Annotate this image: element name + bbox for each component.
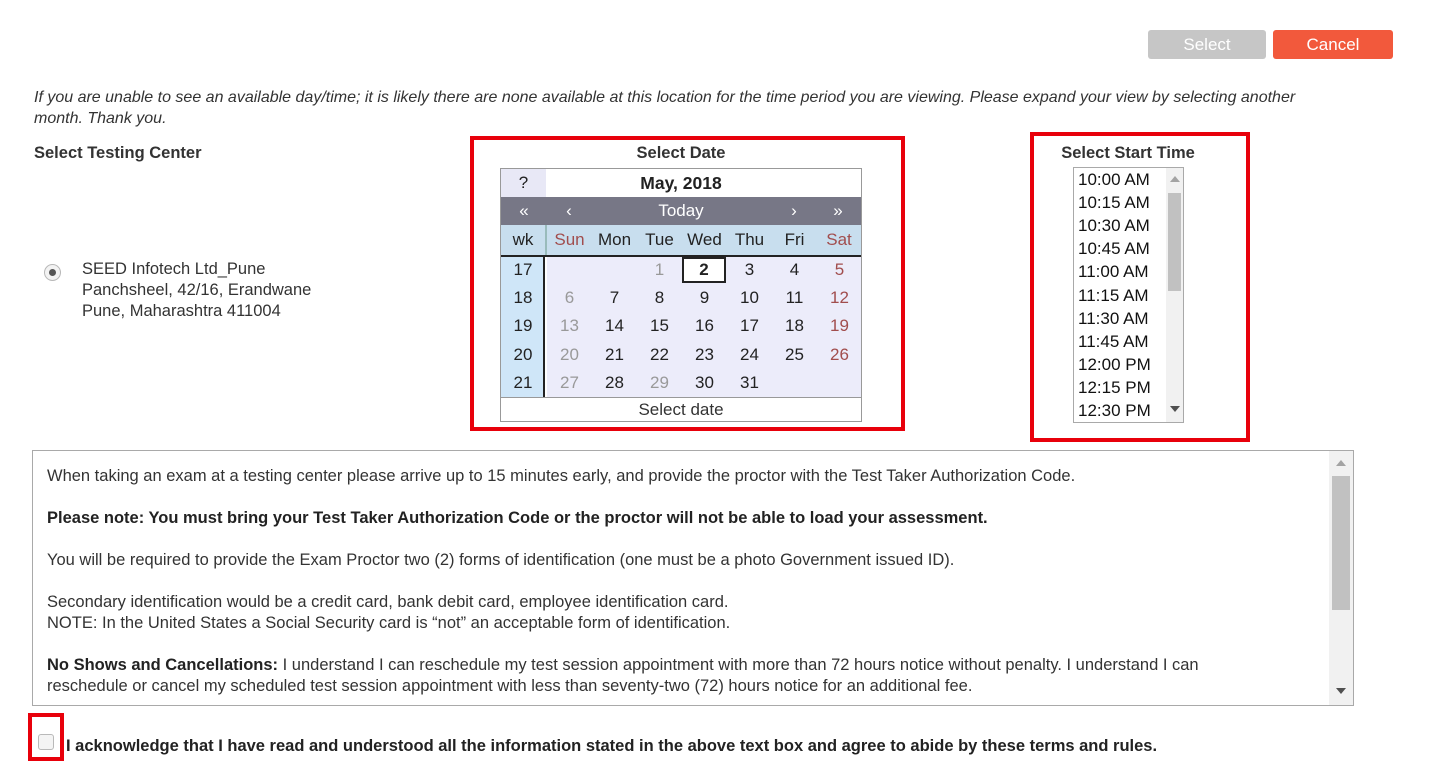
prev-month-button[interactable]: ‹ xyxy=(566,201,572,220)
select-start-time-heading: Select Start Time xyxy=(1061,144,1195,162)
calendar-day[interactable]: 11 xyxy=(785,288,804,308)
time-option[interactable]: 11:15 AM xyxy=(1078,285,1149,305)
time-option[interactable]: 12:30 PM xyxy=(1078,401,1151,420)
calendar-day[interactable]: 12 xyxy=(830,288,849,308)
calendar-status: Select date xyxy=(501,397,861,422)
terms-paragraph-secondary-id: Secondary identification would be a credit card, bank debit card, employee identification card. xyxy=(47,593,729,611)
calendar-day[interactable]: 13 xyxy=(560,316,579,336)
testing-center-heading: Select Testing Center xyxy=(34,144,202,162)
time-option[interactable]: 10:15 AM xyxy=(1078,193,1150,213)
calendar-day[interactable]: 7 xyxy=(609,288,620,308)
calendar-day[interactable]: 17 xyxy=(740,316,759,336)
day-header-fri: Fri xyxy=(784,230,805,249)
calendar-day[interactable]: 18 xyxy=(785,316,804,336)
calendar-day[interactable]: 29 xyxy=(650,372,669,392)
calendar-day[interactable]: 8 xyxy=(654,288,665,308)
calendar-day[interactable]: 26 xyxy=(830,344,849,364)
calendar-day[interactable]: 4 xyxy=(789,260,800,279)
calendar-day[interactable]: 6 xyxy=(564,288,575,308)
calendar-day[interactable]: 27 xyxy=(560,372,579,392)
terms-paragraph-ssn-note: NOTE: In the United States a Social Security card is “not” an acceptable form of identification. xyxy=(47,614,731,632)
calendar-day-selected[interactable]: 2 xyxy=(682,257,726,283)
time-option[interactable]: 12:00 PM xyxy=(1078,354,1151,374)
calendar-day[interactable]: 23 xyxy=(695,344,714,364)
calendar-day[interactable]: 5 xyxy=(834,260,845,279)
week-number: 18 xyxy=(513,288,533,308)
time-option[interactable]: 12:15 PM xyxy=(1078,377,1151,397)
calendar-month-title: May, 2018 xyxy=(640,173,722,193)
calendar-day[interactable]: 15 xyxy=(650,316,669,336)
time-scrollbar-thumb[interactable] xyxy=(1168,193,1181,291)
time-option[interactable]: 11:45 AM xyxy=(1078,331,1149,351)
calendar-day[interactable]: 1 xyxy=(654,260,665,279)
calendar-day[interactable]: 31 xyxy=(740,372,759,392)
day-header-thu: Thu xyxy=(734,230,765,249)
week-number: 20 xyxy=(513,344,533,364)
calendar-day[interactable]: 19 xyxy=(830,316,849,336)
terms-scroll-up-arrow-icon[interactable] xyxy=(1336,460,1346,466)
terms-textbox[interactable] xyxy=(32,450,1354,706)
week-number: 21 xyxy=(513,372,533,392)
calendar-help-button[interactable]: ? xyxy=(501,169,546,197)
day-header-wed: Wed xyxy=(687,230,722,249)
week-number: 19 xyxy=(513,316,533,336)
calendar-day[interactable]: 24 xyxy=(740,344,759,364)
select-button[interactable]: Select xyxy=(1148,30,1266,59)
start-time-listbox[interactable] xyxy=(1073,167,1184,423)
calendar-day[interactable]: 3 xyxy=(744,260,755,279)
calendar-day[interactable]: 9 xyxy=(699,288,710,308)
calendar-day[interactable]: 20 xyxy=(560,344,579,364)
terms-paragraph-cancellations xyxy=(47,655,1322,676)
prev-year-button[interactable]: « xyxy=(519,201,529,220)
next-year-button[interactable]: » xyxy=(833,201,843,220)
testing-center-address-line2: Pune, Maharashtra 411004 xyxy=(82,302,281,320)
cancel-button[interactable]: Cancel xyxy=(1273,30,1393,59)
testing-center-radio[interactable] xyxy=(44,264,61,281)
day-header-mon: Mon xyxy=(597,230,632,249)
scroll-down-arrow-icon[interactable] xyxy=(1170,406,1180,412)
availability-notice: If you are unable to see an available day/time; it is likely there are none available at this location for the time period you are viewing. Please expand your view by selecting another month. Thank you. xyxy=(34,89,1296,127)
cancellations-label: No Shows and Cancellations: xyxy=(47,656,279,674)
today-button[interactable]: Today xyxy=(658,201,704,220)
date-calendar xyxy=(500,168,862,422)
calendar-nav-bar xyxy=(501,197,861,225)
calendar-day[interactable]: 10 xyxy=(740,288,759,308)
calendar-day[interactable]: 30 xyxy=(695,372,714,392)
calendar-day-headers xyxy=(501,225,861,255)
day-header-sat: Sat xyxy=(826,230,852,249)
cancellations-text-line1: I understand I can reschedule my test session appointment with more than 72 hours notice without penalty. I understand I can xyxy=(278,656,1199,674)
acknowledge-label: I acknowledge that I have read and understood all the information stated in the above text box and agree to abide by these terms and rules. xyxy=(66,737,1158,755)
testing-center-name: SEED Infotech Ltd_Pune xyxy=(82,260,266,278)
calendar-day[interactable]: 28 xyxy=(605,372,624,392)
calendar-day[interactable]: 21 xyxy=(605,344,624,364)
time-option[interactable]: 10:45 AM xyxy=(1078,239,1150,259)
terms-paragraph-authorization: Please note: You must bring your Test Taker Authorization Code or the proctor will not be able to load your assessment. xyxy=(47,509,988,527)
terms-scroll-down-arrow-icon[interactable] xyxy=(1336,688,1346,694)
calendar-day[interactable]: 25 xyxy=(785,344,804,364)
time-option[interactable]: 11:30 AM xyxy=(1078,308,1149,328)
calendar-day[interactable]: 16 xyxy=(695,316,714,336)
testing-center-address-line1: Panchsheel, 42/16, Erandwane xyxy=(82,281,312,299)
week-number-header: wk xyxy=(512,230,534,249)
week-number: 17 xyxy=(513,260,533,279)
time-option[interactable]: 10:00 AM xyxy=(1078,170,1150,189)
calendar-day[interactable]: 14 xyxy=(605,316,624,336)
testing-center-info xyxy=(82,259,311,322)
terms-paragraph-arrival: When taking an exam at a testing center please arrive up to 15 minutes early, and provide the proctor with the Test Taker Authorization Code. xyxy=(47,467,1076,485)
terms-paragraph-identification: You will be required to provide the Exam Proctor two (2) forms of identification (one must be a photo Government issued ID). xyxy=(47,551,955,569)
time-option[interactable]: 11:00 AM xyxy=(1078,262,1149,282)
scroll-up-arrow-icon[interactable] xyxy=(1170,176,1180,182)
day-header-tue: Tue xyxy=(645,230,674,249)
terms-scrollbar-thumb[interactable] xyxy=(1332,476,1350,610)
terms-paragraph-cancellations-cont: reschedule or cancel my scheduled test session appointment with less than seventy-two (72) hours notice for an additional fee. xyxy=(47,677,973,695)
day-header-sun: Sun xyxy=(554,230,585,249)
acknowledge-checkbox[interactable] xyxy=(38,734,54,750)
calendar-day[interactable]: 22 xyxy=(650,344,669,364)
next-month-button[interactable]: › xyxy=(791,201,797,220)
time-option[interactable]: 10:30 AM xyxy=(1078,216,1150,236)
select-date-heading: Select Date xyxy=(636,144,726,162)
